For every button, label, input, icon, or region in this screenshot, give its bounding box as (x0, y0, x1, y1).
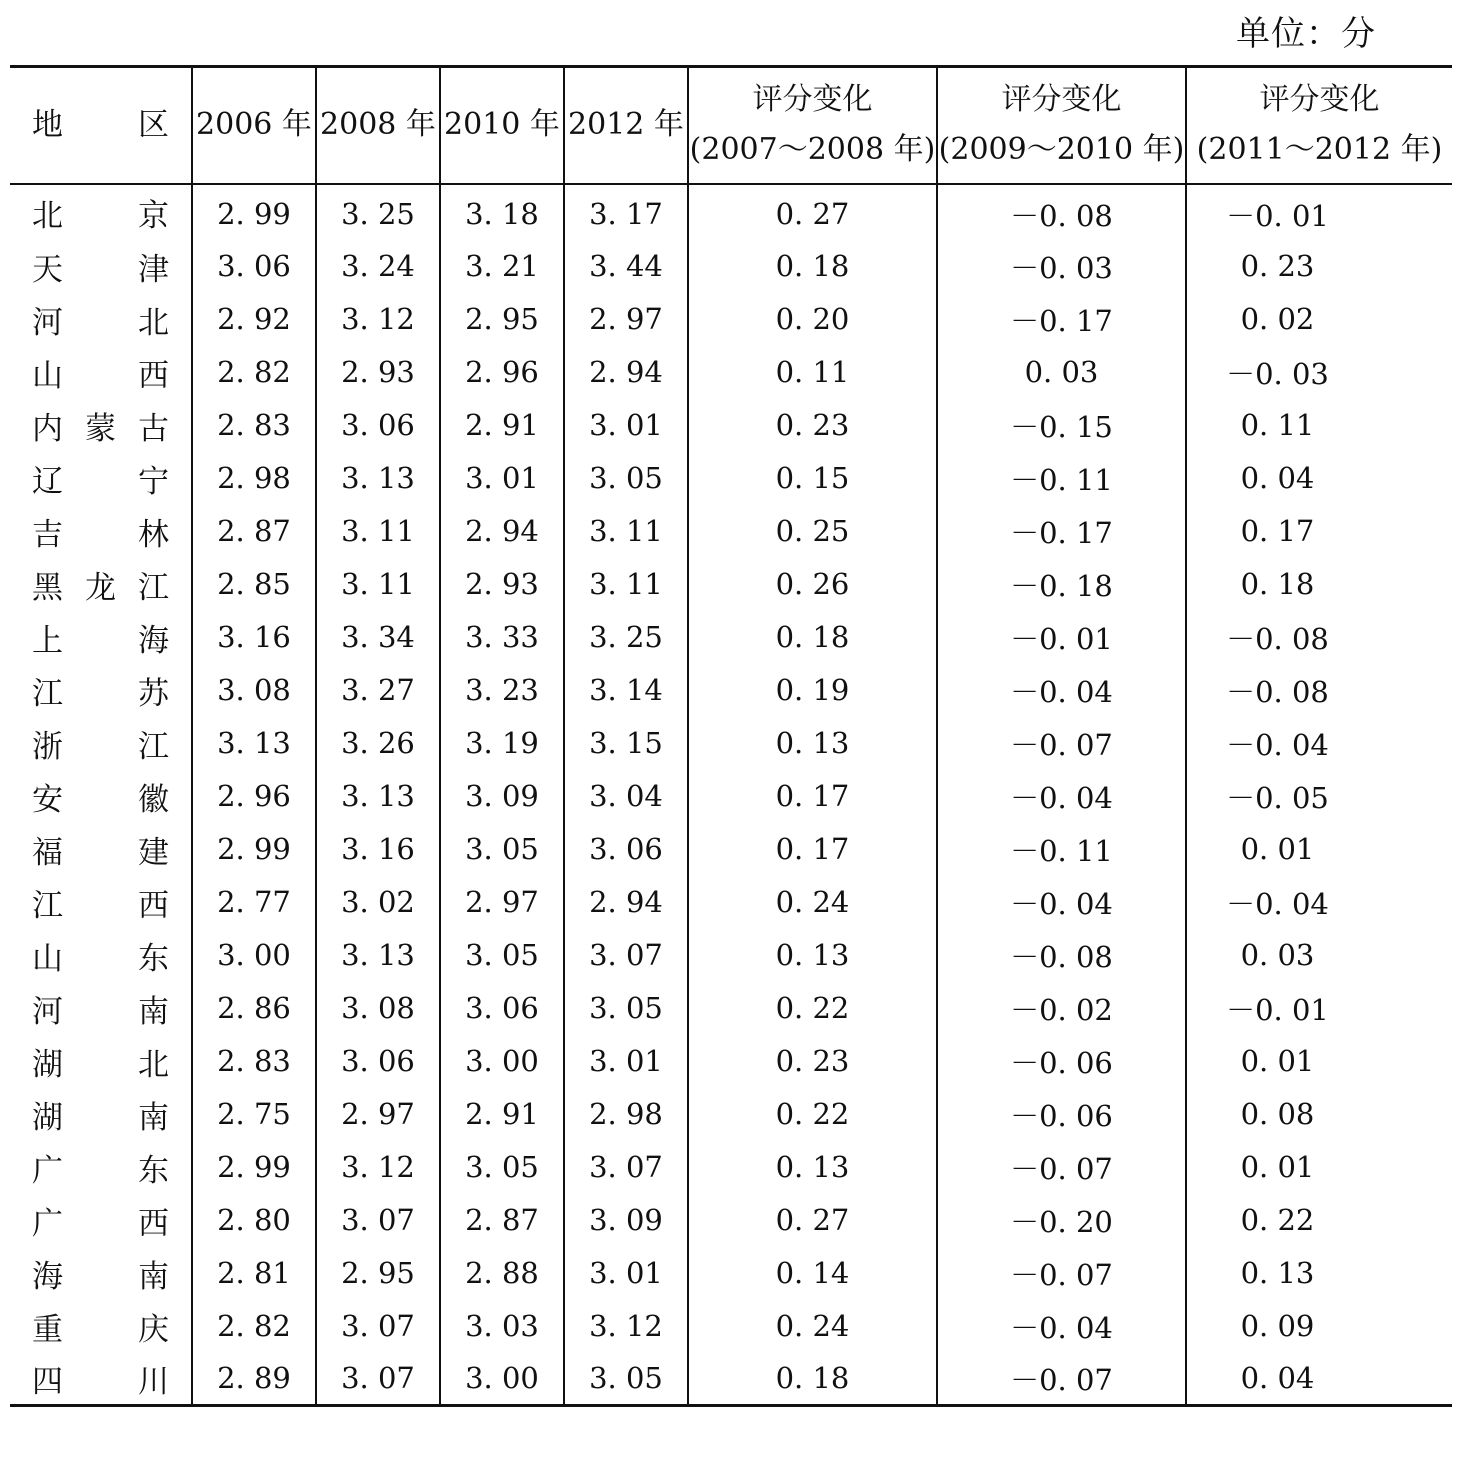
region-name-char: 浙 (32, 728, 63, 765)
region-name-char: 山 (32, 940, 63, 977)
region-cell (10, 770, 192, 823)
region-name-char: 湖 (32, 1046, 63, 1083)
region-name-char: 龙 (85, 569, 116, 606)
header-change-title: 评分变化 (1259, 82, 1380, 118)
region-name-char: 林 (138, 516, 169, 553)
region-cell (10, 1300, 192, 1353)
value-2010: 3. 19 (440, 717, 564, 770)
value-2008: 3. 13 (316, 929, 440, 982)
value-2010: 2. 95 (440, 293, 564, 346)
value-2012: 3. 17 (564, 184, 688, 240)
table-row (10, 1194, 1452, 1247)
table-row (10, 611, 1452, 664)
region-name-char: 南 (138, 993, 169, 1030)
region-cell (10, 1247, 192, 1300)
value-2010: 3. 21 (440, 240, 564, 293)
change-2011-2012: 0. 03 (1240, 938, 1315, 972)
value-2008: 3. 24 (316, 240, 440, 293)
value-2010: 3. 05 (440, 929, 564, 982)
region-cell (10, 1194, 192, 1247)
change-2007-2008: 0. 13 (688, 1141, 937, 1194)
value-2008: 3. 27 (316, 664, 440, 717)
value-2010: 3. 00 (440, 1035, 564, 1088)
value-2008: 3. 11 (316, 505, 440, 558)
change-2011-2012: －0. 04 (1226, 727, 1329, 762)
value-2008: 2. 93 (316, 346, 440, 399)
header-change-title: 评分变化 (752, 82, 873, 118)
change-2007-2008: 0. 23 (688, 399, 937, 452)
table-row (10, 346, 1452, 399)
value-2006: 2. 92 (192, 293, 316, 346)
value-2006: 3. 06 (192, 240, 316, 293)
value-2012: 3. 07 (564, 1141, 688, 1194)
value-2012: 3. 14 (564, 664, 688, 717)
region-cell (10, 452, 192, 505)
header-change-range: (2007～2008 年) (689, 132, 936, 168)
region-name-char: 庆 (138, 1311, 169, 1348)
change-2011-2012: 0. 18 (1240, 567, 1315, 601)
change-2011-2012: 0. 01 (1240, 1044, 1315, 1078)
value-2006: 2. 75 (192, 1088, 316, 1141)
table-row (10, 1141, 1452, 1194)
value-2010: 2. 94 (440, 505, 564, 558)
value-2008: 3. 26 (316, 717, 440, 770)
value-2010: 3. 05 (440, 823, 564, 876)
change-2007-2008: 0. 20 (688, 293, 937, 346)
region-name-char: 西 (138, 887, 169, 924)
change-2007-2008: 0. 18 (688, 240, 937, 293)
table-row (10, 982, 1452, 1035)
value-2010: 3. 23 (440, 664, 564, 717)
change-2009-2010: －0. 01 (937, 611, 1186, 664)
region-name-char: 西 (138, 357, 169, 394)
value-2008: 3. 06 (316, 1035, 440, 1088)
change-2011-2012: 0. 23 (1240, 249, 1315, 283)
value-2010: 3. 06 (440, 982, 564, 1035)
table-row (10, 558, 1452, 611)
value-2006: 3. 16 (192, 611, 316, 664)
region-cell (10, 346, 192, 399)
region-cell (10, 1353, 192, 1406)
value-2006: 2. 98 (192, 452, 316, 505)
region-name-char: 南 (138, 1099, 169, 1136)
region-cell (10, 664, 192, 717)
region-name-char: 海 (32, 1258, 63, 1295)
value-2006: 2. 83 (192, 399, 316, 452)
region-cell (10, 558, 192, 611)
region-name-char: 苏 (138, 675, 169, 712)
value-2006: 3. 00 (192, 929, 316, 982)
region-cell (10, 399, 192, 452)
region-name-char: 上 (32, 622, 63, 659)
header-region (10, 67, 192, 184)
value-2008: 3. 07 (316, 1194, 440, 1247)
value-2008: 3. 16 (316, 823, 440, 876)
table-row (10, 929, 1452, 982)
region-name-char: 湖 (32, 1099, 63, 1136)
region-name-char: 北 (32, 197, 63, 234)
change-2011-2012: 0. 11 (1240, 408, 1315, 442)
region-name-char: 东 (138, 1152, 169, 1189)
region-name-char: 北 (138, 304, 169, 341)
value-2012: 2. 98 (564, 1088, 688, 1141)
region-name-char: 古 (138, 410, 169, 447)
table-row (10, 184, 1452, 240)
value-2012: 3. 44 (564, 240, 688, 293)
change-2011-2012: 0. 09 (1240, 1309, 1315, 1343)
change-2007-2008: 0. 13 (688, 717, 937, 770)
value-2008: 3. 02 (316, 876, 440, 929)
region-name-char: 北 (138, 1046, 169, 1083)
value-2008: 3. 12 (316, 1141, 440, 1194)
region-name-char: 江 (32, 675, 63, 712)
change-2009-2010: －0. 04 (937, 876, 1186, 929)
change-2007-2008: 0. 17 (688, 823, 937, 876)
change-2007-2008: 0. 27 (688, 184, 937, 240)
value-2010: 2. 88 (440, 1247, 564, 1300)
score-table (10, 65, 1452, 1407)
value-2012: 3. 07 (564, 929, 688, 982)
change-2007-2008: 0. 25 (688, 505, 937, 558)
region-cell (10, 876, 192, 929)
value-2012: 3. 12 (564, 1300, 688, 1353)
region-cell (10, 184, 192, 240)
region-name-char: 京 (138, 197, 169, 234)
value-2006: 2. 77 (192, 876, 316, 929)
value-2010: 3. 01 (440, 452, 564, 505)
region-name-char: 津 (138, 251, 169, 288)
region-name-char: 徽 (138, 781, 169, 818)
change-2011-2012: －0. 01 (1226, 992, 1329, 1027)
change-2007-2008: 0. 14 (688, 1247, 937, 1300)
region-cell (10, 611, 192, 664)
region-cell (10, 717, 192, 770)
value-2012: 3. 01 (564, 1247, 688, 1300)
region-name-char: 江 (32, 887, 63, 924)
value-2006: 2. 85 (192, 558, 316, 611)
value-2008: 2. 97 (316, 1088, 440, 1141)
table-row (10, 823, 1452, 876)
region-name-char: 福 (32, 834, 63, 871)
value-2006: 3. 13 (192, 717, 316, 770)
region-cell (10, 1088, 192, 1141)
table-row (10, 770, 1452, 823)
value-2006: 2. 87 (192, 505, 316, 558)
value-2008: 2. 95 (316, 1247, 440, 1300)
value-2008: 3. 12 (316, 293, 440, 346)
region-name-char: 宁 (138, 463, 169, 500)
change-2011-2012: －0. 03 (1226, 356, 1329, 391)
value-2012: 3. 01 (564, 1035, 688, 1088)
change-2007-2008: 0. 22 (688, 1088, 937, 1141)
change-2011-2012: －0. 08 (1226, 674, 1329, 709)
change-2009-2010: －0. 02 (937, 982, 1186, 1035)
region-cell (10, 1035, 192, 1088)
change-2009-2010: －0. 04 (937, 1300, 1186, 1353)
change-2009-2010: －0. 06 (937, 1035, 1186, 1088)
region-name-char: 安 (32, 781, 63, 818)
value-2010: 2. 96 (440, 346, 564, 399)
region-name-char: 天 (32, 251, 63, 288)
change-2009-2010: －0. 11 (937, 823, 1186, 876)
header-change-2011-2012 (1186, 67, 1452, 184)
change-2009-2010: －0. 11 (937, 452, 1186, 505)
value-2010: 3. 33 (440, 611, 564, 664)
table-body (10, 184, 1452, 1406)
value-2010: 2. 91 (440, 1088, 564, 1141)
header-change-2009-2010 (937, 67, 1186, 184)
change-2007-2008: 0. 24 (688, 1300, 937, 1353)
value-2012: 3. 06 (564, 823, 688, 876)
region-name-char: 吉 (32, 516, 63, 553)
table-row (10, 452, 1452, 505)
region-name-char: 广 (32, 1205, 63, 1242)
region-name-char: 江 (138, 728, 169, 765)
region-name-char: 河 (32, 304, 63, 341)
change-2007-2008: 0. 24 (688, 876, 937, 929)
header-2010: 2010 年 (440, 67, 564, 184)
header-change-title: 评分变化 (1001, 82, 1122, 118)
value-2008: 3. 34 (316, 611, 440, 664)
value-2012: 3. 15 (564, 717, 688, 770)
change-2011-2012: 0. 17 (1240, 514, 1315, 548)
region-name-char: 建 (138, 834, 169, 871)
change-2009-2010: －0. 07 (937, 1353, 1186, 1406)
value-2006: 2. 82 (192, 346, 316, 399)
region-name-char: 山 (32, 357, 63, 394)
region-name-char: 江 (138, 569, 169, 606)
change-2009-2010: 0. 03 (937, 346, 1186, 399)
header-2012: 2012 年 (564, 67, 688, 184)
change-2009-2010: －0. 07 (937, 1141, 1186, 1194)
header-2006: 2006 年 (192, 67, 316, 184)
value-2006: 2. 83 (192, 1035, 316, 1088)
change-2009-2010: －0. 08 (937, 929, 1186, 982)
change-2009-2010: －0. 20 (937, 1194, 1186, 1247)
change-2009-2010: －0. 06 (937, 1088, 1186, 1141)
region-name-char: 西 (138, 1205, 169, 1242)
value-2012: 3. 11 (564, 558, 688, 611)
value-2008: 3. 06 (316, 399, 440, 452)
change-2009-2010: －0. 07 (937, 717, 1186, 770)
table-row (10, 664, 1452, 717)
header-change-range: (2011～2012 年) (1196, 132, 1443, 168)
region-cell (10, 293, 192, 346)
change-2011-2012: －0. 04 (1226, 886, 1329, 921)
table-row (10, 876, 1452, 929)
change-2009-2010: －0. 17 (937, 505, 1186, 558)
value-2006: 2. 99 (192, 823, 316, 876)
region-cell (10, 1141, 192, 1194)
change-2007-2008: 0. 17 (688, 770, 937, 823)
value-2010: 3. 05 (440, 1141, 564, 1194)
value-2012: 3. 05 (564, 1353, 688, 1406)
region-name-char: 广 (32, 1152, 63, 1189)
region-name-char: 海 (138, 622, 169, 659)
table-row (10, 1247, 1452, 1300)
value-2010: 2. 87 (440, 1194, 564, 1247)
table-row (10, 1353, 1452, 1406)
value-2008: 3. 07 (316, 1300, 440, 1353)
value-2012: 2. 94 (564, 346, 688, 399)
region-name-char: 川 (138, 1363, 169, 1400)
region-cell (10, 823, 192, 876)
change-2011-2012: －0. 08 (1226, 621, 1329, 656)
change-2007-2008: 0. 27 (688, 1194, 937, 1247)
value-2010: 2. 91 (440, 399, 564, 452)
value-2010: 2. 97 (440, 876, 564, 929)
value-2010: 3. 03 (440, 1300, 564, 1353)
table-row (10, 399, 1452, 452)
change-2011-2012: 0. 04 (1186, 1353, 1452, 1406)
header-change-2007-2008 (688, 67, 937, 184)
header-region-char: 区 (138, 107, 169, 144)
change-2009-2010: －0. 04 (937, 770, 1186, 823)
value-2012: 2. 97 (564, 293, 688, 346)
value-2006: 3. 08 (192, 664, 316, 717)
change-2011-2012: －0. 05 (1226, 780, 1329, 815)
value-2010: 2. 93 (440, 558, 564, 611)
region-name-char: 河 (32, 993, 63, 1030)
change-2009-2010: －0. 15 (937, 399, 1186, 452)
change-2007-2008: 0. 18 (688, 1353, 937, 1406)
region-cell (10, 240, 192, 293)
value-2012: 3. 09 (564, 1194, 688, 1247)
table-row (10, 1088, 1452, 1141)
change-2011-2012: 0. 01 (1240, 832, 1315, 866)
change-2007-2008: 0. 11 (688, 346, 937, 399)
change-2011-2012: －0. 01 (1226, 198, 1329, 233)
region-name-char: 东 (138, 940, 169, 977)
table-row (10, 505, 1452, 558)
value-2012: 3. 05 (564, 452, 688, 505)
value-2012: 3. 11 (564, 505, 688, 558)
change-2007-2008: 0. 18 (688, 611, 937, 664)
value-2006: 2. 81 (192, 1247, 316, 1300)
value-2008: 3. 11 (316, 558, 440, 611)
value-2006: 2. 89 (192, 1353, 316, 1406)
change-2009-2010: －0. 04 (937, 664, 1186, 717)
header-row (10, 67, 1452, 184)
change-2011-2012: 0. 08 (1240, 1097, 1315, 1131)
region-cell (10, 929, 192, 982)
change-2007-2008: 0. 15 (688, 452, 937, 505)
table-row (10, 240, 1452, 293)
change-2007-2008: 0. 23 (688, 1035, 937, 1088)
change-2007-2008: 0. 13 (688, 929, 937, 982)
change-2011-2012: 0. 04 (1240, 461, 1315, 495)
change-2009-2010: －0. 18 (937, 558, 1186, 611)
region-name-char: 内 (32, 410, 63, 447)
region-name-char: 辽 (32, 463, 63, 500)
value-2010: 3. 00 (440, 1353, 564, 1406)
region-name-char: 蒙 (85, 410, 116, 447)
value-2012: 3. 25 (564, 611, 688, 664)
change-2009-2010: －0. 07 (937, 1247, 1186, 1300)
change-2011-2012: 0. 22 (1240, 1203, 1315, 1237)
value-2006: 2. 99 (192, 184, 316, 240)
region-cell (10, 982, 192, 1035)
change-2007-2008: 0. 19 (688, 664, 937, 717)
value-2008: 3. 13 (316, 770, 440, 823)
header-region-char: 地 (32, 107, 63, 144)
value-2012: 3. 01 (564, 399, 688, 452)
table-row (10, 717, 1452, 770)
unit-label: 单位：分 (1236, 14, 1376, 54)
change-2007-2008: 0. 22 (688, 982, 937, 1035)
region-name-char: 黑 (32, 569, 63, 606)
change-2011-2012: 0. 02 (1240, 302, 1315, 336)
change-2009-2010: －0. 17 (937, 293, 1186, 346)
region-name-char: 重 (32, 1311, 63, 1348)
value-2008: 3. 25 (316, 184, 440, 240)
table-row (10, 1300, 1452, 1353)
table-row (10, 1035, 1452, 1088)
change-2009-2010: －0. 03 (937, 240, 1186, 293)
region-cell (10, 505, 192, 558)
header-2008: 2008 年 (316, 67, 440, 184)
region-name-char: 四 (32, 1363, 63, 1400)
value-2012: 2. 94 (564, 876, 688, 929)
header-change-range: (2009～2010 年) (938, 132, 1185, 168)
value-2010: 3. 09 (440, 770, 564, 823)
region-name-char: 南 (138, 1258, 169, 1295)
change-2011-2012: 0. 13 (1240, 1256, 1315, 1290)
value-2012: 3. 04 (564, 770, 688, 823)
value-2006: 2. 82 (192, 1300, 316, 1353)
value-2006: 2. 96 (192, 770, 316, 823)
value-2006: 2. 99 (192, 1141, 316, 1194)
value-2010: 3. 18 (440, 184, 564, 240)
value-2006: 2. 80 (192, 1194, 316, 1247)
table-row (10, 293, 1452, 346)
change-2011-2012: 0. 01 (1240, 1150, 1315, 1184)
change-2007-2008: 0. 26 (688, 558, 937, 611)
value-2012: 3. 05 (564, 982, 688, 1035)
value-2006: 2. 86 (192, 982, 316, 1035)
value-2008: 3. 13 (316, 452, 440, 505)
change-2009-2010: －0. 08 (937, 184, 1186, 240)
value-2008: 3. 07 (316, 1353, 440, 1406)
value-2008: 3. 08 (316, 982, 440, 1035)
